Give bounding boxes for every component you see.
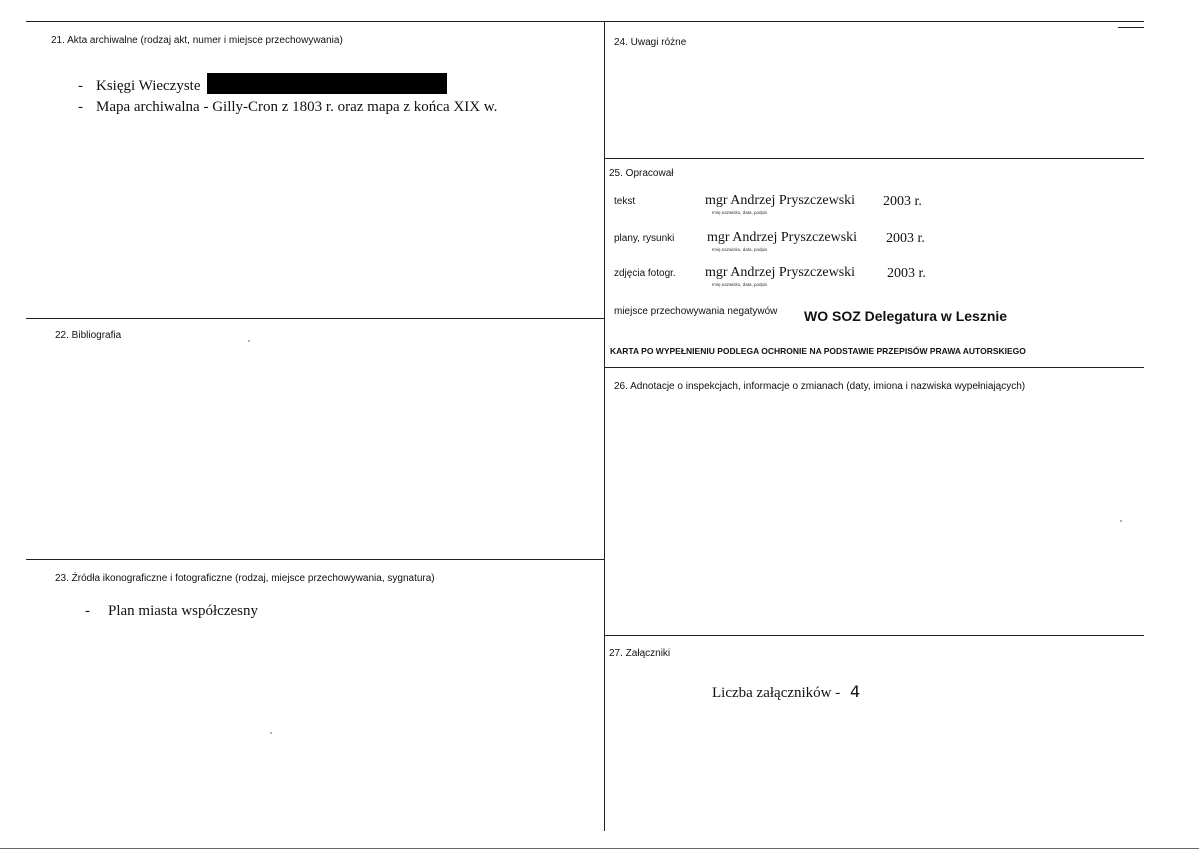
divider-22-23 — [26, 559, 604, 560]
author-year: 2003 r. — [887, 266, 926, 281]
copyright-notice: KARTA PO WYPEŁNIENIU PODLEGA OCHRONIE NA PODSTAWIE PRZEPISÓW PRAWA AUTORSKIEGO — [610, 346, 1026, 356]
divider-26-27 — [604, 635, 1144, 636]
section-23-label: 23. Źródła ikonograficzne i fotograficzne (rodzaj, miejsce przechowywania, sygnatura) — [55, 573, 435, 584]
section-24-label: 24. Uwagi różne — [614, 37, 687, 48]
scan-speck — [270, 732, 272, 734]
section-22-label: 22. Bibliografia — [55, 330, 122, 341]
author-name: mgr Andrzej Pryszczewski — [705, 193, 856, 208]
attachments-count: 4 — [850, 682, 861, 701]
scan-speck — [1120, 520, 1122, 522]
author-year: 2003 r. — [886, 231, 925, 246]
list-bullet: - — [78, 99, 83, 115]
divider-21-22 — [26, 318, 604, 319]
row-role-label: zdjęcia fotogr. — [614, 268, 676, 279]
negatives-label: miejsce przechowywania negatywów — [614, 306, 778, 317]
negatives-stamp: WO SOZ Delegatura w Lesznie — [804, 308, 1008, 324]
section-27-label: 27. Załączniki — [609, 648, 671, 659]
list-item-text: Plan miasta współczesny — [108, 603, 258, 619]
top-border-line — [26, 21, 1144, 22]
scan-speck — [248, 340, 250, 342]
list-item-text: Księgi Wieczyste — [96, 78, 201, 94]
signature-caption: Imię,nazwisko, data, podpis — [712, 210, 768, 215]
attachments-text: Liczba załączników - — [712, 685, 841, 701]
signature-caption: Imię,nazwisko, data, podpis — [712, 247, 768, 252]
top-right-stub-line — [1118, 27, 1144, 28]
section-26-label: 26. Adnotacje o inspekcjach, informacje o zmianach (daty, imiona i nazwiska wypełniających) — [614, 381, 1026, 392]
section-21-label: 21. Akta archiwalne (rodzaj akt, numer i miejsce przechowywania) — [51, 35, 343, 46]
row-role-label: plany, rysunki — [614, 233, 675, 244]
redaction-box — [207, 73, 447, 94]
row-role-label: tekst — [614, 196, 636, 207]
list-bullet: - — [78, 78, 83, 94]
column-divider — [604, 21, 605, 831]
divider-25-26 — [604, 367, 1144, 368]
divider-24-25 — [604, 158, 1144, 159]
bottom-border-line — [0, 848, 1199, 849]
list-item-text: Mapa archiwalna - Gilly-Cron z 1803 r. oraz mapa z końca XIX w. — [96, 99, 498, 115]
signature-caption: Imię,nazwisko, data, podpis — [712, 282, 768, 287]
list-bullet: - — [85, 603, 90, 619]
author-name: mgr Andrzej Pryszczewski — [705, 265, 856, 280]
section-25-label: 25. Opracował — [609, 168, 674, 179]
author-name: mgr Andrzej Pryszczewski — [707, 230, 858, 245]
author-year: 2003 r. — [883, 194, 922, 209]
